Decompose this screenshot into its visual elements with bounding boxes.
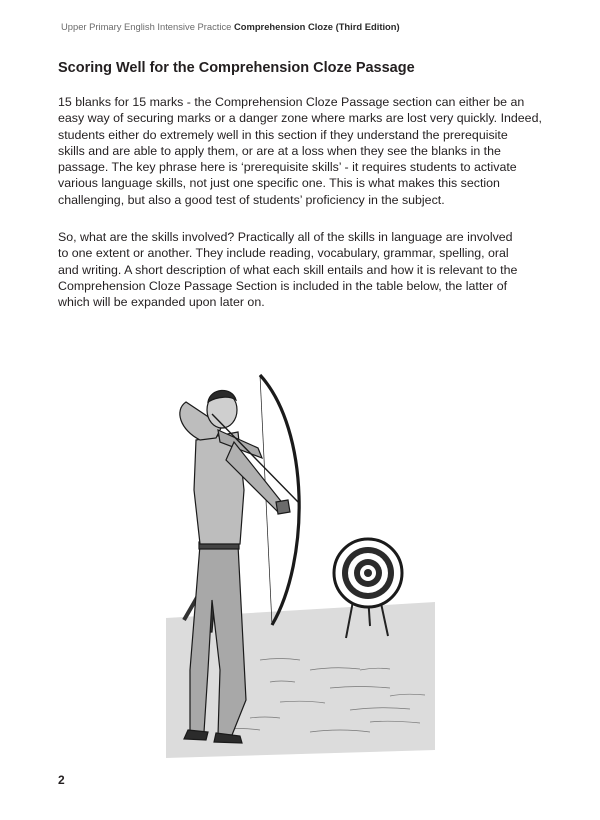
section-title: Scoring Well for the Comprehension Cloze Passage bbox=[58, 60, 415, 76]
paragraph-line: So, what are the skills involved? Practically all of the skills in language are involved bbox=[58, 230, 513, 244]
paragraph-line: which will be expanded upon later on. bbox=[58, 295, 265, 310]
paragraph-line: to one extent or another. They include reading, vocabulary, grammar, spelling, oral bbox=[58, 246, 509, 261]
paragraph-line: various language skills, not just one specific one. This is what makes this section bbox=[58, 176, 500, 191]
skills-paragraph bbox=[58, 229, 558, 310]
book-title: Comprehension Cloze (Third Edition) bbox=[234, 21, 400, 32]
intro-paragraph bbox=[58, 94, 558, 208]
running-header bbox=[61, 21, 400, 32]
series-name: Upper Primary English Intensive Practice bbox=[61, 21, 232, 32]
paragraph-line: students either do extremely well in this section if they understand the prerequisite bbox=[58, 127, 508, 142]
paragraph-line: Comprehension Cloze Passage Section is included in the table below, the latter of bbox=[58, 278, 508, 293]
page-number: 2 bbox=[58, 773, 65, 787]
paragraph-line: 15 blanks for 15 marks - the Comprehension Cloze Passage section can either be an bbox=[58, 95, 525, 109]
paragraph-line: challenging, but also a good test of students’ proficiency in the subject. bbox=[58, 192, 445, 207]
target-icon bbox=[334, 539, 402, 607]
archer-with-target-illustration bbox=[160, 370, 440, 760]
paragraph-line: easy way of securing marks or a danger zone where marks are lost very quickly. Indeed, bbox=[58, 111, 542, 126]
paragraph-line: passage. The key phrase here is ‘prerequisite skills’ - it requires students to activate bbox=[58, 160, 517, 175]
paragraph-line: skills and are able to apply them, or are at a loss when they see the blanks in the bbox=[58, 143, 501, 158]
paragraph-line: and writing. A short description of what each skill entails and how it is relevant to the bbox=[58, 262, 518, 277]
